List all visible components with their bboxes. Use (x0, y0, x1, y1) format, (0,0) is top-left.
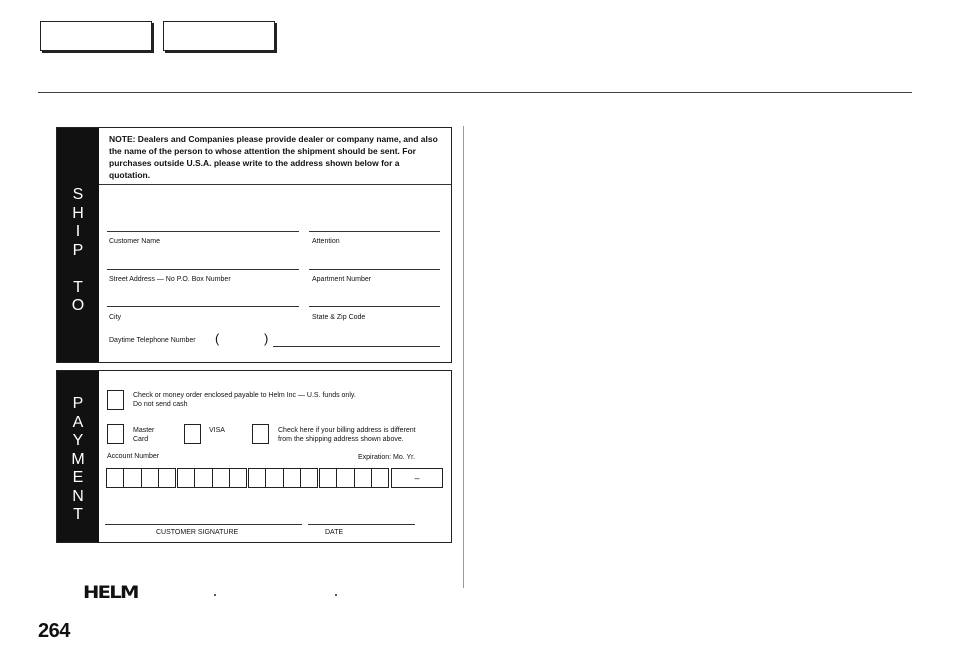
account-number-group-1[interactable] (106, 468, 176, 488)
payment-sidebar-text: P A Y M E N T (71, 395, 85, 523)
state-zip-line (309, 306, 440, 307)
ship-to-panel (56, 127, 452, 363)
phone-label: Daytime Telephone Number (109, 337, 196, 344)
mastercard-checkbox[interactable] (107, 424, 124, 444)
billing-text-1: Check here if your billing address is different (278, 427, 416, 434)
check-money-order-checkbox[interactable] (107, 390, 124, 410)
street-address-line (107, 269, 299, 270)
phone-line (273, 346, 440, 347)
signature-line (105, 524, 302, 525)
city-label: City (109, 314, 122, 321)
city-line (107, 306, 299, 307)
signature-label: CUSTOMER SIGNATURE (156, 529, 239, 536)
note-divider (99, 184, 451, 185)
phone-open-paren: ( (215, 331, 220, 346)
apartment-label: Apartment Number (312, 276, 372, 283)
expiration-field[interactable]: – (391, 468, 443, 488)
attention-label: Attention (312, 238, 340, 245)
mastercard-label-2: Card (133, 436, 149, 443)
footer-dot-1 (214, 594, 216, 596)
page-number: 264 (38, 620, 70, 642)
ship-to-note: NOTE: Dealers and Companies please provide dealer or company name, and also the name of the person to whose attention the shipment should be sent. For purchases outside U.S.A. please write to the address shown below for a quotation. (109, 134, 438, 180)
nav-box-left[interactable] (40, 21, 152, 51)
billing-text-2: from the shipping address shown above. (278, 436, 404, 443)
check-option-text-2: Do not send cash (133, 401, 188, 408)
apartment-line (309, 269, 440, 270)
account-number-label: Account Number (107, 453, 160, 460)
phone-close-paren: ) (264, 331, 269, 346)
account-number-group-4[interactable] (319, 468, 389, 488)
ship-to-sidebar-text: S H I P T O (71, 186, 85, 314)
mastercard-label-1: Master (133, 427, 155, 434)
expiration-label: Expiration: Mo. Yr. (358, 454, 416, 461)
account-number-group-2[interactable] (177, 468, 247, 488)
column-divider (463, 126, 464, 588)
state-zip-label: State & Zip Code (312, 314, 366, 321)
payment-sidebar (57, 371, 99, 542)
customer-name-line (107, 231, 299, 232)
header-rule (38, 92, 912, 93)
helm-logo: HELM (83, 583, 138, 603)
attention-line (309, 231, 440, 232)
customer-name-label: Customer Name (109, 238, 160, 245)
date-label: DATE (325, 529, 344, 536)
nav-box-right[interactable] (163, 21, 275, 51)
check-option-text-1: Check or money order enclosed payable to Helm Inc — U.S. funds only. (133, 392, 356, 399)
billing-address-checkbox[interactable] (252, 424, 269, 444)
footer-dot-2 (335, 594, 337, 596)
visa-checkbox[interactable] (184, 424, 201, 444)
account-number-group-3[interactable] (248, 468, 318, 488)
date-line (308, 524, 415, 525)
payment-panel (56, 370, 452, 543)
visa-label: VISA (209, 427, 225, 434)
ship-to-sidebar (57, 128, 99, 362)
street-address-label: Street Address — No P.O. Box Number (109, 276, 231, 283)
